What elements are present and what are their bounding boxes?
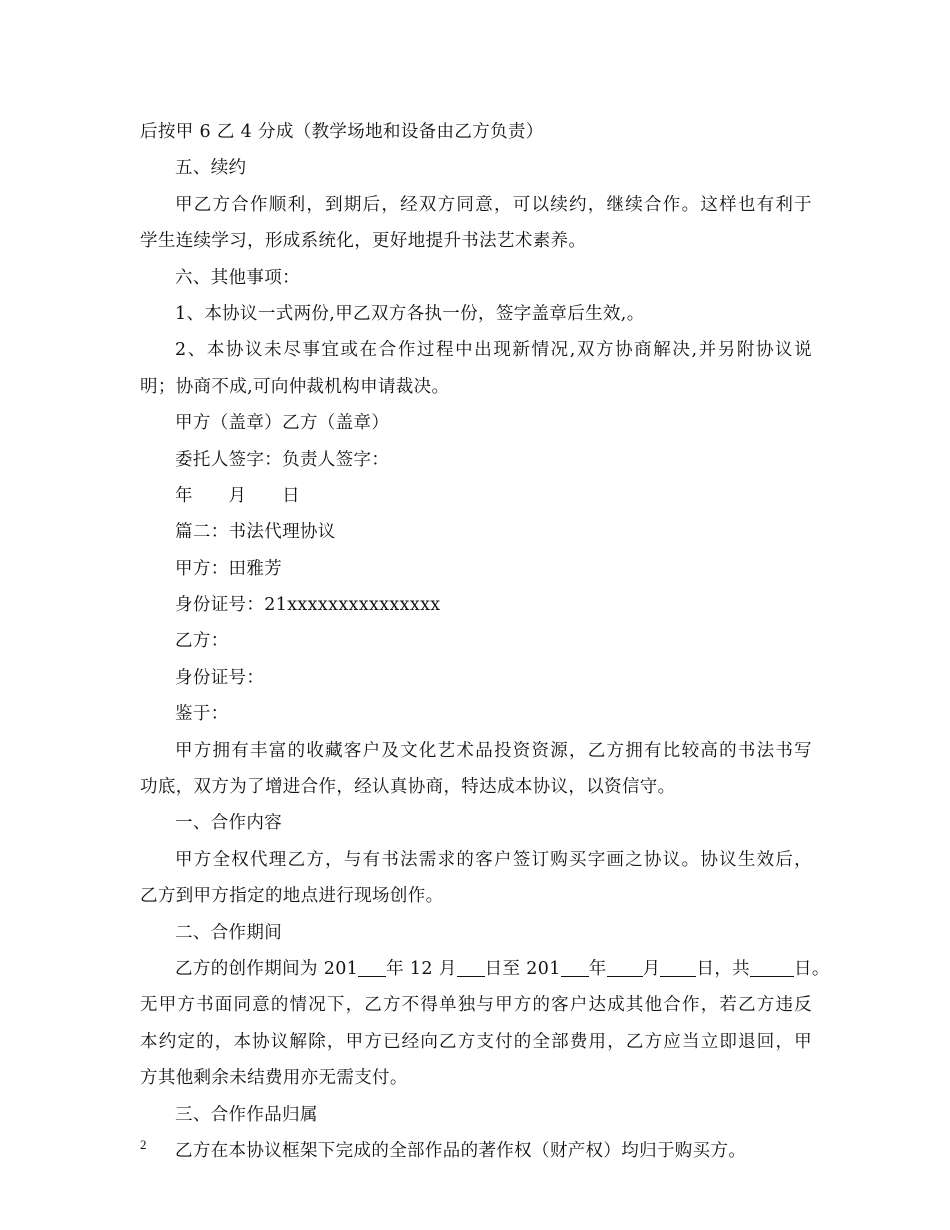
paragraph-line: 功底，双方为了增进合作，经认真协商，特达成本协议，以资信守。 [140, 777, 676, 798]
paragraph-line: 后按甲 6 乙 4 分成（教学场地和设备由乙方负责） [140, 122, 544, 142]
section-heading-work-ownership: 三、合作作品归属 [175, 1104, 318, 1125]
document-body [140, 114, 830, 1169]
paragraph-line: 方其他剩余未结费用亦无需支付。 [140, 1068, 408, 1089]
section-heading-cooperation-content: 一、合作内容 [175, 813, 283, 834]
period-text: 日至 201 [484, 958, 561, 979]
party-a-line: 甲方：田雅芳 [175, 558, 283, 579]
period-text: 乙方的创作期间为 201 [175, 958, 359, 979]
party-b-line: 乙方： [175, 631, 229, 652]
paragraph-line: 学生连续学习，形成系统化，更好地提升书法艺术素养。 [140, 231, 587, 252]
paragraph-line: 1、本协议一式两份,甲乙双方各执一份，签字盖章后生效,。 [175, 303, 645, 324]
section-heading-renewal: 五、续约 [175, 158, 247, 179]
party-b-id-line: 身份证号： [175, 667, 265, 688]
period-text: 日，共 [696, 958, 751, 979]
blank-field [660, 958, 696, 977]
paragraph-line: 明；协商不成,可向仲裁机构申请裁决。 [140, 376, 450, 397]
blank-field [607, 958, 643, 977]
paragraph-line: 2、本协议未尽事宜或在合作过程中出现新情况,双方协商解决,并另附协议说 [175, 340, 812, 361]
period-text: 月 [642, 958, 661, 979]
paragraph-line: 本约定的，本协议解除，甲方已经向乙方支付的全部费用，乙方应当立即退回，甲 [140, 1031, 812, 1052]
paragraph-line: 无甲方书面同意的情况下，乙方不得单独与甲方的客户达成其他合作，若乙方违反 [140, 995, 812, 1016]
blank-field [457, 958, 485, 977]
paragraph-line: 甲方全权代理乙方，与有书法需求的客户签订购买字画之协议。协议生效后， [175, 849, 812, 870]
period-text: 年 12 月 [386, 958, 457, 979]
paragraph-line: 乙方在本协议框架下完成的全部作品的著作权（财产权）均归于购买方。 [175, 1140, 747, 1161]
blank-field [750, 958, 794, 977]
section-heading-other-matters: 六、其他事项： [175, 267, 300, 288]
date-line: 年 月 日 [175, 485, 300, 506]
period-text: 日。 [794, 958, 830, 979]
party-a-id-line: 身份证号：21xxxxxxxxxxxxxxx [175, 595, 441, 616]
period-line [140, 951, 830, 987]
blank-field [561, 958, 589, 977]
signature-line: 委托人签字：负责人签字： [175, 449, 390, 470]
paragraph-line: 甲方拥有丰富的收藏客户及文化艺术品投资资源，乙方拥有比较高的书法书写 [175, 740, 812, 761]
section-heading-cooperation-period: 二、合作期间 [175, 922, 283, 943]
seal-line: 甲方（盖章）乙方（盖章） [175, 413, 390, 434]
whereas-line: 鉴于： [175, 704, 229, 725]
period-text: 年 [588, 958, 607, 979]
paragraph-line: 甲乙方合作顺利，到期后，经双方同意，可以续约，继续合作。这样也有利于 [175, 194, 812, 215]
page-number: 2 [140, 1137, 147, 1152]
section-title-agency-agreement: 篇二：书法代理协议 [175, 522, 336, 543]
blank-field [358, 958, 386, 977]
paragraph-line: 乙方到甲方指定的地点进行现场创作。 [140, 886, 444, 907]
